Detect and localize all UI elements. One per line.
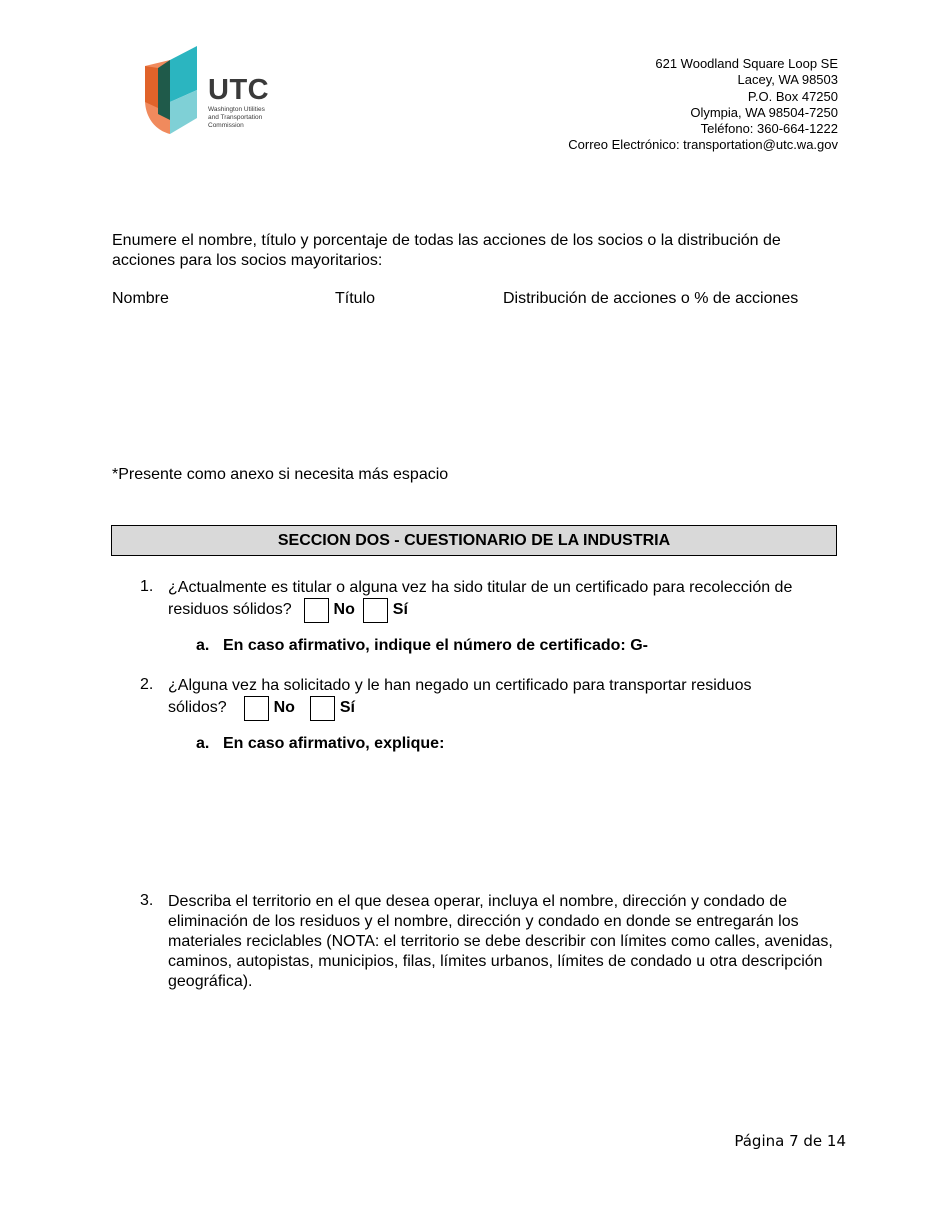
logo-subtitle-line: and Transportation <box>208 114 263 121</box>
address-line: P.O. Box 47250 <box>747 88 838 104</box>
logo-subtitle-line: Commission <box>208 122 244 129</box>
no-label: No <box>333 601 355 618</box>
utc-shield-icon <box>140 44 202 136</box>
attachment-note: *Presente como anexo si necesita más espacio <box>112 466 449 483</box>
logo-title: UTC <box>208 74 270 106</box>
question-number: 3. <box>140 892 154 909</box>
question-1 <box>168 578 843 623</box>
address-block <box>568 56 838 154</box>
no-label: No <box>273 699 295 716</box>
yes-checkbox[interactable] <box>310 696 335 721</box>
yes-label: Sí <box>339 699 355 716</box>
email-line: Correo Electrónico: transportation@utc.wa.gov <box>568 137 838 153</box>
phone-line: Teléfono: 360-664-1222 <box>700 121 838 137</box>
shares-instructions: Enumere el nombre, título y porcentaje de todas las acciones de los socios o la distribución de acciones para los socios mayoritarios: <box>112 232 781 269</box>
certificate-number-prompt: En caso afirmativo, indique el número de certificado: G- <box>223 637 648 654</box>
question-3-text: Describa el territorio en el que desea operar, incluya el nombre, dirección y condado de eliminación de los residuos y el nombre, dirección y condado en donde se entregarán los materiales reciclables (NOTA: el territorio se debe describir con límites como calles, avenidas, caminos, autopistas, municipios, filas, límites urbanos, límites de condado u otra descripción geográfica). <box>168 893 833 990</box>
address-line: 621 Woodland Square Loop SE <box>655 56 838 71</box>
section-header <box>111 525 837 556</box>
no-checkbox[interactable] <box>304 598 329 623</box>
question-2 <box>168 676 843 721</box>
address-line: Lacey, WA 98503 <box>737 72 838 88</box>
column-header-distribution: Distribución de acciones o % de acciones <box>503 290 799 307</box>
yes-label: Sí <box>392 601 408 618</box>
explain-prompt: En caso afirmativo, explique: <box>223 735 445 752</box>
question-number: 2. <box>140 676 154 693</box>
column-header-title: Título <box>335 290 376 307</box>
utc-logo <box>140 44 285 139</box>
question-text: ¿Actualmente es titular o alguna vez ha sido titular de un certificado para recolección de <box>168 579 793 596</box>
address-line: Olympia, WA 98504-7250 <box>690 104 838 120</box>
sub-letter: a. <box>196 735 210 752</box>
section-title: SECCION DOS - CUESTIONARIO DE LA INDUSTRIA <box>277 531 671 549</box>
question-text: ¿Alguna vez ha solicitado y le han negado un certificado para transportar residuos <box>168 677 752 694</box>
yes-checkbox[interactable] <box>363 598 388 623</box>
sub-letter: a. <box>196 637 210 654</box>
logo-subtitle-line: Washington Utilities <box>208 106 265 113</box>
page-number: Página 7 de 14 <box>734 1132 846 1150</box>
question-text: residuos sólidos? <box>168 601 292 618</box>
no-checkbox[interactable] <box>244 696 269 721</box>
column-header-name: Nombre <box>112 290 169 307</box>
question-text: sólidos? <box>168 699 227 716</box>
question-number: 1. <box>140 578 154 595</box>
